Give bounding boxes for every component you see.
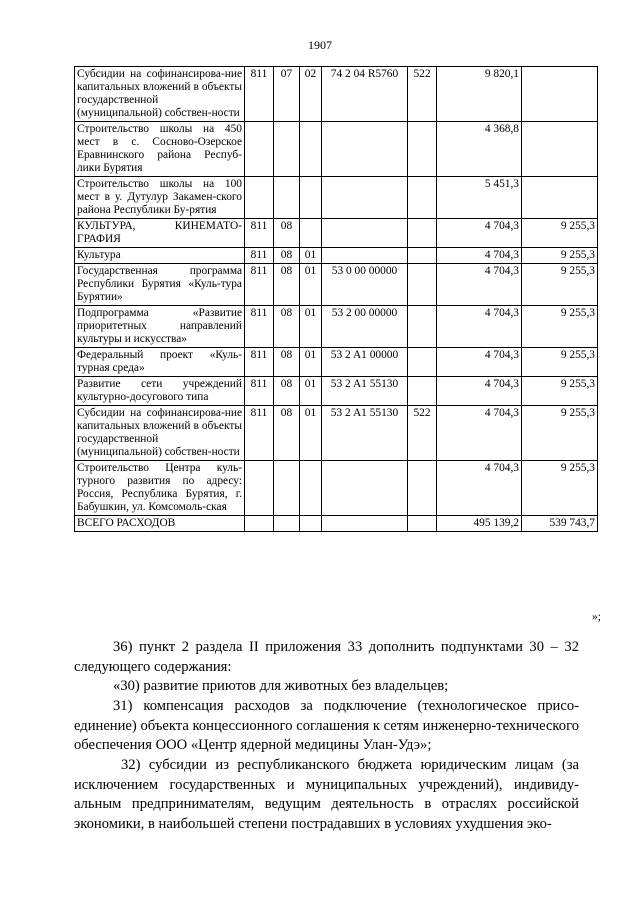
cell-name: Строительство школы на 100 мест в у. Дутулур Закамен-ского района Республики Бу-рятия <box>75 177 245 219</box>
cell-vr <box>408 177 437 219</box>
cell-csr <box>322 248 408 264</box>
cell-sum2019: 4 704,3 <box>437 264 522 306</box>
cell-sum2020: 9 255,3 <box>522 306 598 348</box>
cell-rz: 08 <box>274 248 300 264</box>
cell-gr <box>245 122 274 177</box>
cell-vr <box>408 219 437 248</box>
cell-sum2020 <box>522 67 598 122</box>
cell-gr: 811 <box>245 219 274 248</box>
cell-rz <box>274 461 300 516</box>
cell-csr <box>322 516 408 532</box>
cell-pr <box>300 461 322 516</box>
cell-name: Строительство школы на 450 мест в с. Сосново-Озерское Еравнинского района Респуб-лики Бурятия <box>75 122 245 177</box>
cell-sum2020: 9 255,3 <box>522 461 598 516</box>
cell-sum2020: 9 255,3 <box>522 248 598 264</box>
paragraph-31: 31) компенсация расходов за подключение (технологическое присо-единение) объекта концессионного соглашения к сетям инженерно-технического обеспечения ООО «Центр ядерной медицины Улан-Удэ»; <box>74 698 579 753</box>
cell-vr: 522 <box>408 67 437 122</box>
cell-rz: 08 <box>274 219 300 248</box>
cell-name: КУЛЬТУРА, КИНЕМАТО-ГРАФИЯ <box>75 219 245 248</box>
cell-gr <box>245 461 274 516</box>
cell-sum2019: 4 704,3 <box>437 306 522 348</box>
cell-gr: 811 <box>245 348 274 377</box>
cell-csr <box>322 461 408 516</box>
cell-name: Государственная программа Республики Бурятия «Куль-тура Бурятии» <box>75 264 245 306</box>
cell-sum2019: 495 139,2 <box>437 516 522 532</box>
cell-gr: 811 <box>245 264 274 306</box>
cell-gr <box>245 177 274 219</box>
cell-csr: 53 2 A1 00000 <box>322 348 408 377</box>
cell-csr <box>322 122 408 177</box>
cell-csr <box>322 177 408 219</box>
cell-csr: 53 2 A1 55130 <box>322 377 408 406</box>
cell-pr <box>300 516 322 532</box>
cell-csr: 74 2 04 R5760 <box>322 67 408 122</box>
cell-pr: 01 <box>300 406 322 461</box>
page-number: 1907 <box>308 38 332 52</box>
table-row <box>75 306 598 348</box>
cell-name: Субсидии на софинансирова-ние капитальных вложений в объекты государственной (муниципальной) собствен-ности <box>75 67 245 122</box>
cell-rz: 08 <box>274 264 300 306</box>
cell-name: Культура <box>75 248 245 264</box>
table-row <box>75 67 598 122</box>
cell-sum2020 <box>522 122 598 177</box>
table-row <box>75 264 598 306</box>
cell-pr: 01 <box>300 264 322 306</box>
cell-gr: 811 <box>245 67 274 122</box>
cell-sum2020: 9 255,3 <box>522 406 598 461</box>
cell-vr <box>408 377 437 406</box>
cell-vr <box>408 264 437 306</box>
cell-sum2019: 4 368,8 <box>437 122 522 177</box>
cell-sum2019: 4 704,3 <box>437 348 522 377</box>
budget-table <box>74 66 598 532</box>
cell-name: Федеральный проект «Куль-турная среда» <box>75 348 245 377</box>
cell-sum2020: 9 255,3 <box>522 264 598 306</box>
cell-csr: 53 0 00 00000 <box>322 264 408 306</box>
table-row <box>75 461 598 516</box>
cell-sum2020: 9 255,3 <box>522 377 598 406</box>
cell-sum2019: 4 704,3 <box>437 248 522 264</box>
cell-pr <box>300 219 322 248</box>
cell-pr: 01 <box>300 377 322 406</box>
cell-gr <box>245 516 274 532</box>
table-row <box>75 516 598 532</box>
cell-pr: 01 <box>300 306 322 348</box>
cell-sum2019: 4 704,3 <box>437 461 522 516</box>
cell-sum2020 <box>522 177 598 219</box>
cell-csr: 53 2 A1 55130 <box>322 406 408 461</box>
paragraph-36: 36) пункт 2 раздела II приложения 33 дополнить подпунктами 30 – 32 следующего содержания: <box>74 639 579 675</box>
cell-gr: 811 <box>245 377 274 406</box>
cell-name: Развитие сети учреждений культурно-досугового типа <box>75 377 245 406</box>
cell-name: ВСЕГО РАСХОДОВ <box>75 516 245 532</box>
cell-gr: 811 <box>245 248 274 264</box>
cell-vr: 522 <box>408 406 437 461</box>
cell-gr: 811 <box>245 306 274 348</box>
cell-rz: 08 <box>274 306 300 348</box>
cell-vr <box>408 248 437 264</box>
cell-rz: 07 <box>274 67 300 122</box>
cell-sum2020: 9 255,3 <box>522 348 598 377</box>
cell-pr <box>300 177 322 219</box>
cell-sum2020: 9 255,3 <box>522 219 598 248</box>
table-row <box>75 248 598 264</box>
cell-vr <box>408 348 437 377</box>
cell-rz <box>274 177 300 219</box>
cell-pr <box>300 122 322 177</box>
cell-vr <box>408 122 437 177</box>
paragraph-30: «30) развитие приютов для животных без владельцев; <box>113 678 449 694</box>
cell-rz: 08 <box>274 377 300 406</box>
table-closing-quote: »; <box>592 611 601 623</box>
table-row <box>75 377 598 406</box>
cell-csr: 53 2 00 00000 <box>322 306 408 348</box>
cell-pr: 02 <box>300 67 322 122</box>
cell-rz: 08 <box>274 348 300 377</box>
cell-csr <box>322 219 408 248</box>
table-row <box>75 219 598 248</box>
cell-vr <box>408 516 437 532</box>
cell-sum2019: 4 704,3 <box>437 377 522 406</box>
cell-sum2019: 4 704,3 <box>437 406 522 461</box>
cell-vr <box>408 461 437 516</box>
cell-vr <box>408 306 437 348</box>
cell-name: Субсидии на софинансирова-ние капитальных вложений в объекты государственной (муниципальной) собствен-ности <box>75 406 245 461</box>
cell-pr: 01 <box>300 348 322 377</box>
table-row <box>75 122 598 177</box>
table-row <box>75 348 598 377</box>
cell-name: Строительство Центра куль-турного развития по адресу: Россия, Республика Бурятия, г. Бабушкин, ул. Комсомоль-ская <box>75 461 245 516</box>
cell-rz: 08 <box>274 406 300 461</box>
paragraph-32: 32) субсидии из республиканского бюджета юридическим лицам (за исключением государственных и муниципальных учреждений), индивиду-альным предпринимателям, ведущим деятельность в отраслях российской экономики, в наибольшей степени пострадавших в условиях ухудшения эко- <box>74 757 579 832</box>
cell-sum2019: 9 820,1 <box>437 67 522 122</box>
cell-name: Подпрограмма «Развитие приоритетных направлений культуры и искусства» <box>75 306 245 348</box>
table-row <box>75 406 598 461</box>
cell-gr: 811 <box>245 406 274 461</box>
cell-rz <box>274 516 300 532</box>
table-row <box>75 177 598 219</box>
cell-sum2019: 4 704,3 <box>437 219 522 248</box>
cell-rz <box>274 122 300 177</box>
cell-sum2019: 5 451,3 <box>437 177 522 219</box>
cell-pr: 01 <box>300 248 322 264</box>
cell-sum2020: 539 743,7 <box>522 516 598 532</box>
